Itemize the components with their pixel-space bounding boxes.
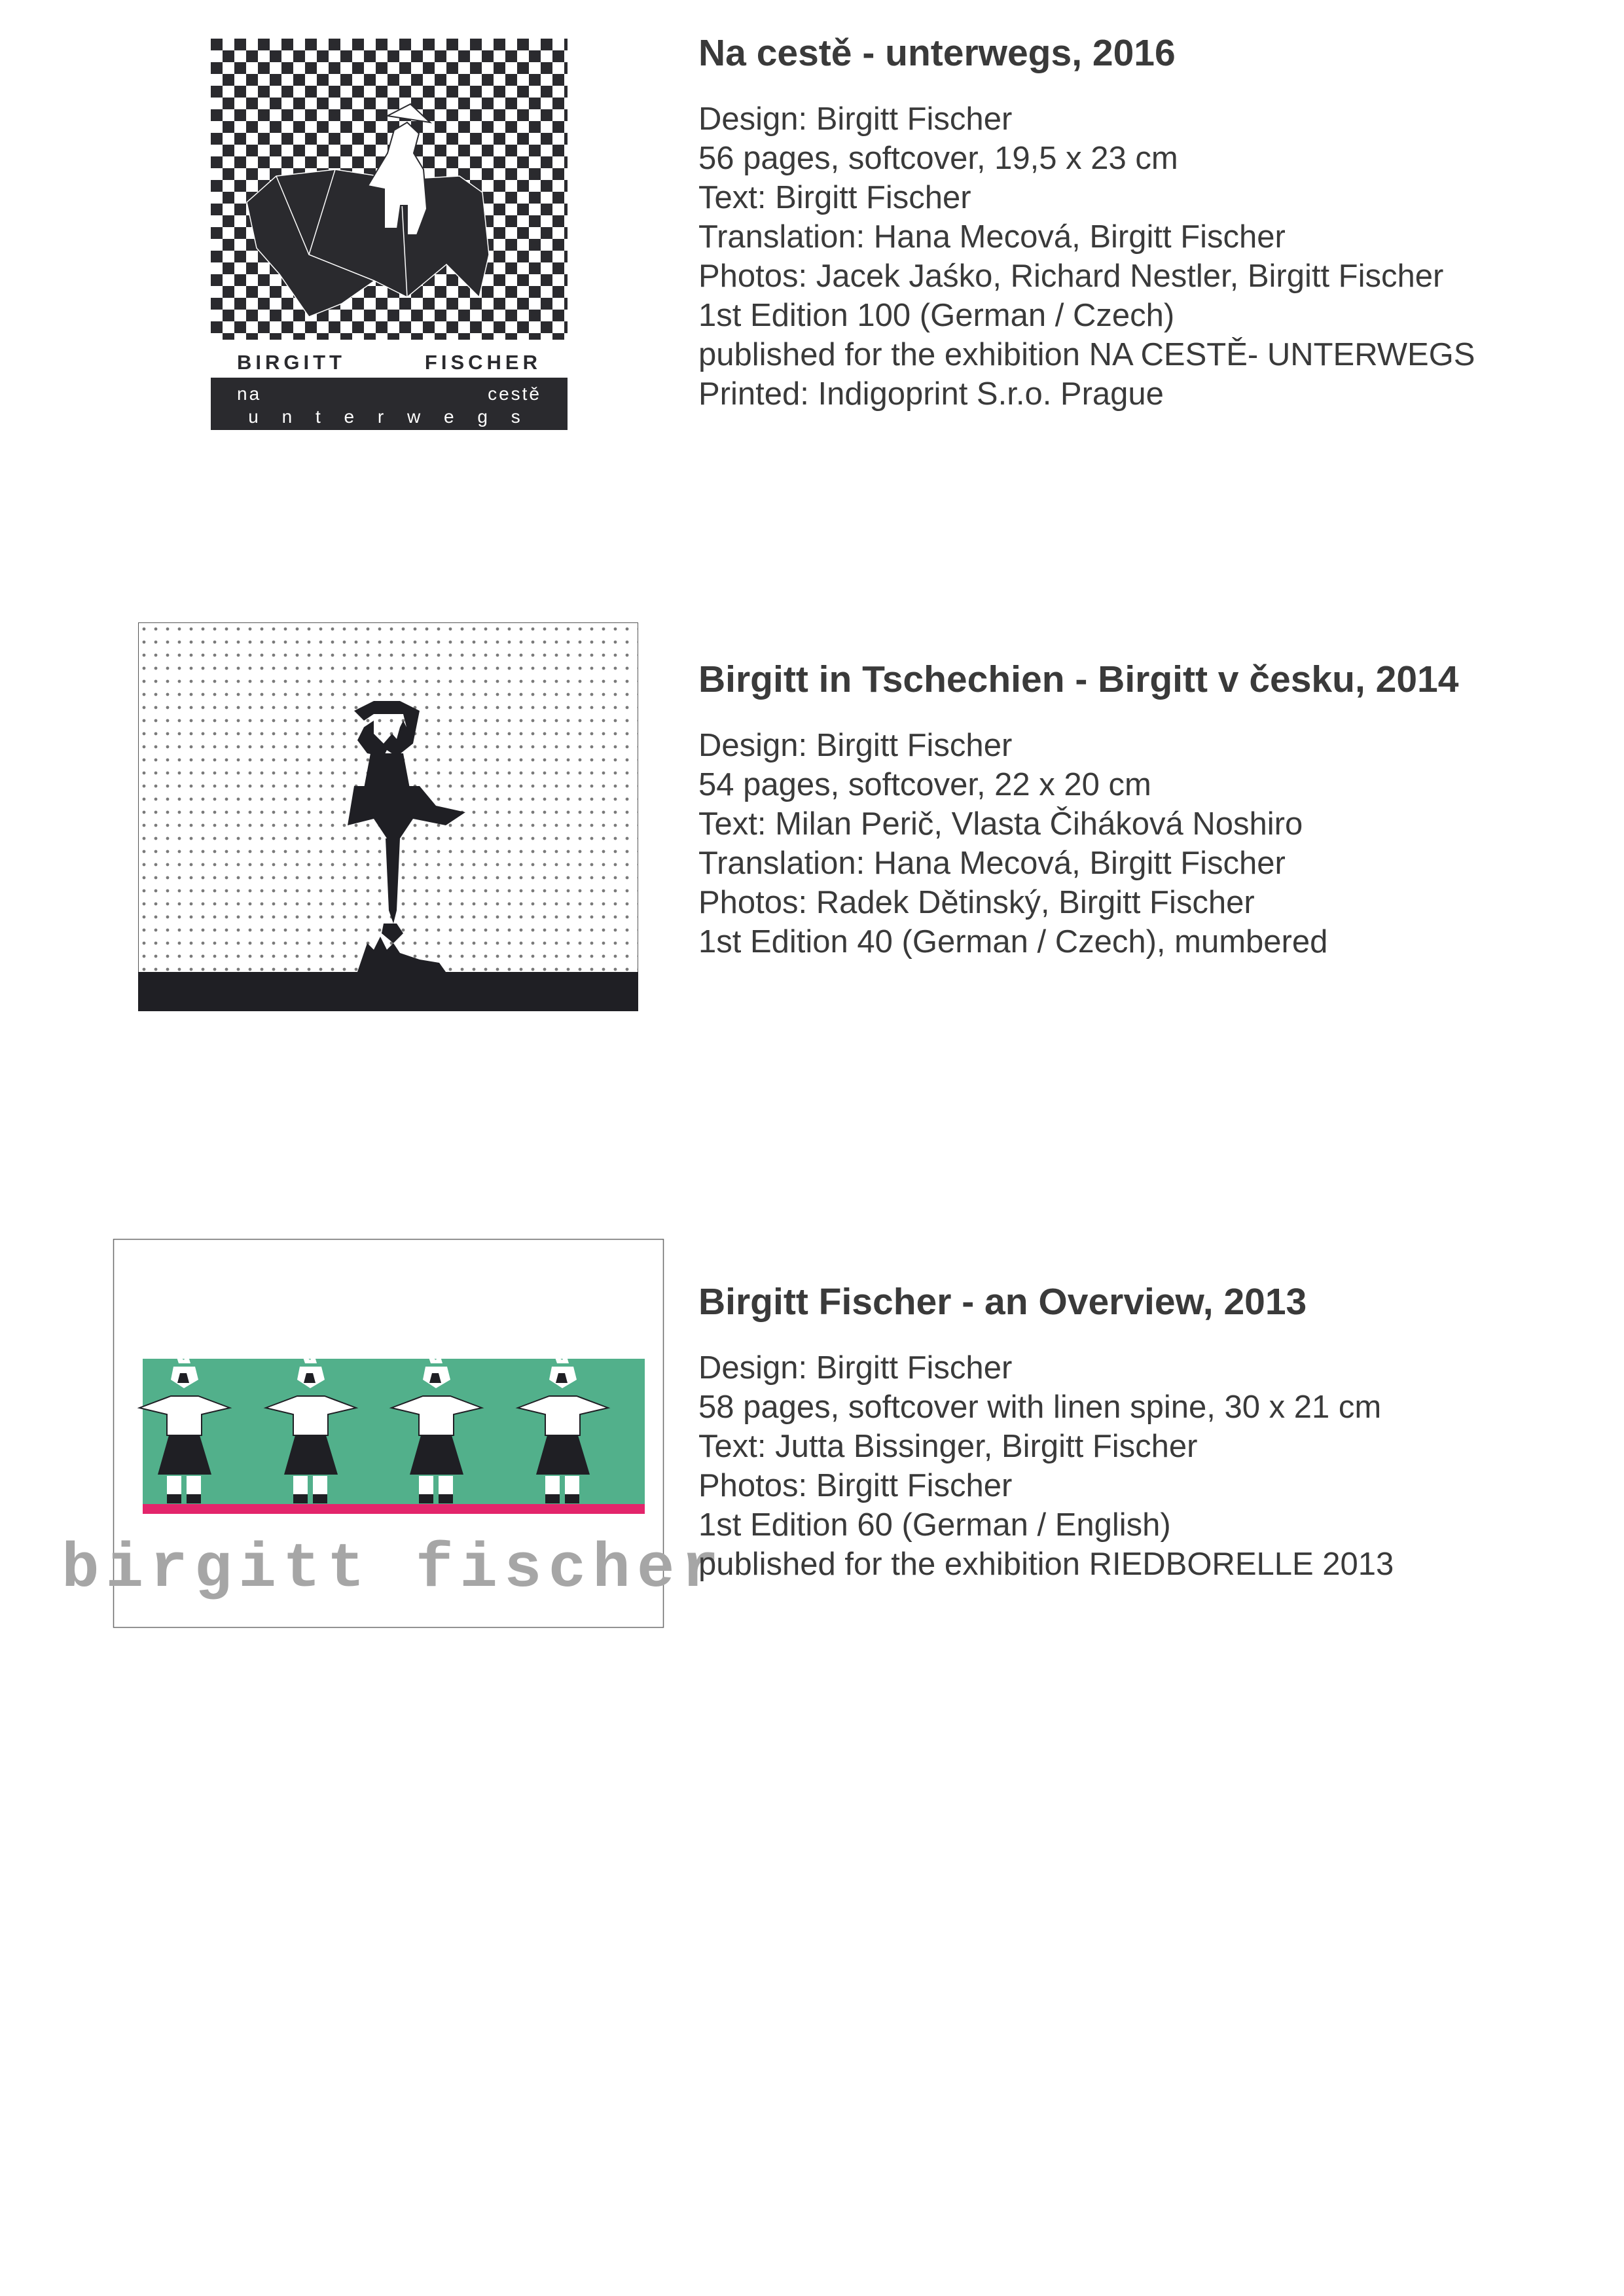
book-1-cover: [211, 39, 568, 430]
book-2-detail-edition: 1st Edition 40 (German / Czech), mumbered: [698, 924, 1328, 960]
book-1-title: Na cestě - unterwegs, 2016: [698, 32, 1176, 74]
cover-subtitle-na: na: [237, 384, 262, 404]
book-3-cover: [61, 1239, 726, 1628]
cover-subtitle-ceste: cestě: [488, 384, 541, 404]
book-1-cover-art: [211, 39, 568, 430]
book-2-detail-photos: Photos: Radek Dětinský, Birgitt Fischer: [698, 885, 1255, 920]
book-2-detail-design: Design: Birgitt Fischer: [698, 728, 1013, 763]
book-1-detail-text: Text: Birgitt Fischer: [698, 180, 971, 215]
book-1-detail-printed: Printed: Indigoprint S.r.o. Prague: [698, 376, 1164, 412]
book-2-title: Birgitt in Tschechien - Birgitt v česku, 2014: [698, 658, 1459, 700]
book-3-detail-exhibition: published for the exhibition RIEDBORELLE 2013: [698, 1547, 1394, 1582]
book-3-info: [698, 1280, 1602, 1584]
book-3-detail-edition: 1st Edition 60 (German / English): [698, 1507, 1171, 1543]
book-3-detail-pages: 58 pages, softcover with linen spine, 30 x 21 cm: [698, 1390, 1382, 1425]
book-1-detail-exhibition: published for the exhibition NA CESTĚ- UNTERWEGS: [698, 337, 1475, 372]
cover-logo-text: birgitt fischer: [61, 1534, 726, 1605]
book-3-title: Birgitt Fischer - an Overview, 2013: [698, 1281, 1307, 1323]
book-2-detail-translation: Translation: Hana Mecová, Birgitt Fischer: [698, 846, 1286, 881]
book-1-detail-design: Design: Birgitt Fischer: [698, 101, 1013, 137]
book-2-details: [698, 726, 1602, 961]
book-2-detail-text: Text: Milan Perič, Vlasta Čiháková Noshiro: [698, 806, 1303, 842]
book-1-detail-pages: 56 pages, softcover, 19,5 x 23 cm: [698, 141, 1178, 176]
book-3-detail-text: Text: Jutta Bissinger, Birgitt Fischer: [698, 1429, 1198, 1464]
cover-subtitle-unterwegs: u n t e r w e g s: [248, 406, 530, 427]
book-2-detail-pages: 54 pages, softcover, 22 x 20 cm: [698, 767, 1151, 802]
book-1-detail-edition: 1st Edition 100 (German / Czech): [698, 298, 1175, 333]
book-3-detail-design: Design: Birgitt Fischer: [698, 1350, 1013, 1386]
book-3-details: [698, 1348, 1602, 1584]
pink-stripe: [143, 1504, 645, 1514]
book-2-cover-art: [138, 622, 638, 1011]
book-1-detail-photos: Photos: Jacek Jaśko, Richard Nestler, Birgitt Fischer: [698, 259, 1444, 294]
book-1-info: [698, 31, 1602, 414]
book-1-detail-translation: Translation: Hana Mecová, Birgitt Fischer: [698, 219, 1286, 255]
book-3-cover-art: [61, 1239, 726, 1628]
ground-band: [138, 972, 638, 1011]
book-2-cover: [138, 622, 638, 1011]
book-1-details: [698, 99, 1602, 414]
cover-author-last: FISCHER: [424, 351, 541, 374]
cover-author-first: BIRGITT: [237, 351, 346, 374]
book-3-detail-photos: Photos: Birgitt Fischer: [698, 1468, 1013, 1503]
book-2-info: [698, 658, 1602, 961]
